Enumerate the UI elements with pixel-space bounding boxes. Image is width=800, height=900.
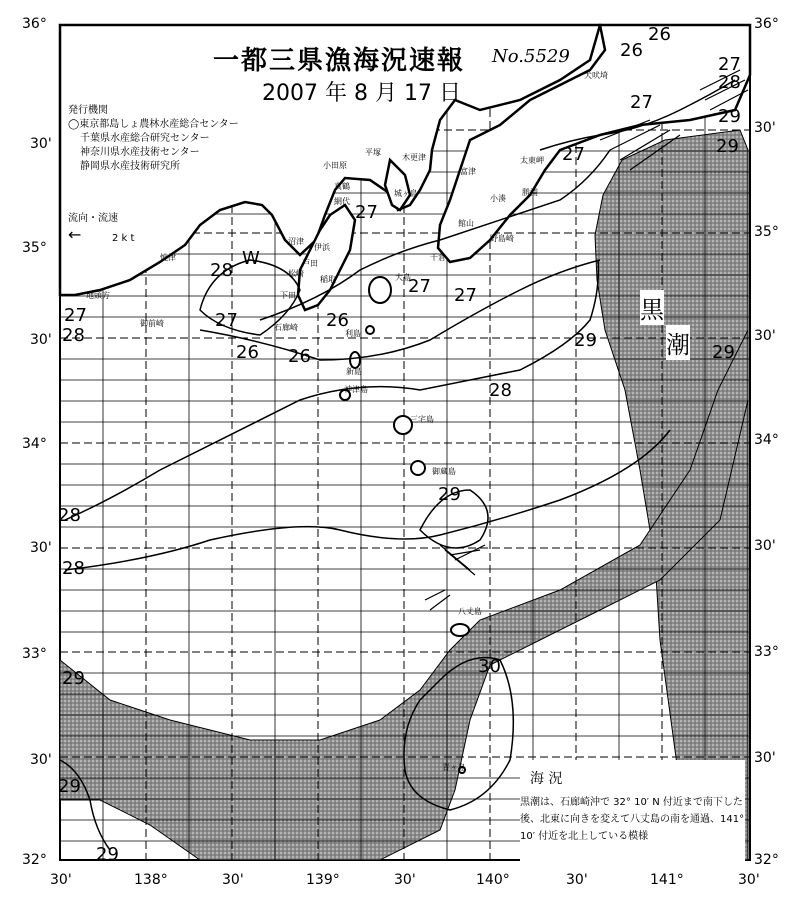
isotherm-label: 30 <box>478 656 501 677</box>
isotherm-label: 26 <box>326 310 349 331</box>
place-label: 地頭方 <box>86 291 110 300</box>
place-label: 富津 <box>460 167 476 176</box>
isotherm-label: 27 <box>408 276 431 297</box>
issuer-line: 神奈川県水産技術センター <box>80 147 200 158</box>
lat-tick-right: 30' <box>754 328 776 344</box>
lat-tick-right: 30' <box>754 538 776 554</box>
place-label: 平塚 <box>365 148 381 157</box>
place-label: 神津島 <box>344 385 368 394</box>
lat-tick-right: 30' <box>754 750 776 766</box>
place-label: 伊浜 <box>314 243 330 252</box>
lat-tick-left: 30' <box>30 332 52 348</box>
place-label: 城ヶ島 <box>394 189 418 198</box>
land-toshima <box>366 326 374 334</box>
lon-tick: 30' <box>394 872 416 888</box>
isotherm-label: 29 <box>712 342 735 363</box>
place-label: 石廊崎 <box>274 323 298 332</box>
place-label: 真鶴 <box>334 182 350 191</box>
isotherm-label: 26 <box>620 40 643 61</box>
isotherm-label: 28 <box>62 558 85 579</box>
place-label: 松崎 <box>288 269 304 278</box>
kuroshio-label: 黒 <box>640 290 664 325</box>
land-mikurajima <box>411 461 425 475</box>
place-label: 利島 <box>345 329 361 338</box>
lon-tick: 30' <box>222 872 244 888</box>
place-label: 新島 <box>346 367 362 376</box>
lat-tick-left: 33° <box>22 646 47 662</box>
issuer-line: 千葉県水産総合研究センター <box>80 133 210 144</box>
issuer-line: ◯東京都島しょ農林水産総合センター <box>68 119 239 130</box>
isotherm-label: 29 <box>716 136 739 157</box>
lat-tick-left: 32° <box>22 852 47 868</box>
isotherm-label: 29 <box>96 844 119 865</box>
place-label: 木更津 <box>402 153 426 162</box>
kuroshio-label: 潮 <box>666 325 690 360</box>
place-label: 千倉 <box>430 253 446 262</box>
place-label: 館山 <box>458 219 474 228</box>
place-label: 八丈島 <box>458 607 482 616</box>
isotherm-label: 27 <box>718 54 741 75</box>
isotherm-label: 28 <box>210 260 233 281</box>
issuers-label: 発行機関 <box>68 105 108 116</box>
isotherm-label: 28 <box>62 325 85 346</box>
lon-tick: 139° <box>306 872 340 888</box>
flow-legend-arrow: ← <box>68 225 82 244</box>
lon-tick: 141° <box>650 872 684 888</box>
place-label: 野島崎 <box>490 234 514 243</box>
place-label: 勝浦 <box>522 188 538 197</box>
lat-tick-left: 30' <box>30 752 52 768</box>
place-label: 小田原 <box>323 161 347 170</box>
issue-number: No.5529 <box>492 46 570 67</box>
lat-tick-left: 30' <box>30 136 52 152</box>
place-label: 青ヶ島 <box>442 763 466 772</box>
bulletin-title: 一都三県漁海況速報 <box>213 46 466 76</box>
isotherm-label: 29 <box>62 668 85 689</box>
sea-condition-legend <box>520 760 745 870</box>
lat-tick-right: 35° <box>754 224 779 240</box>
isotherm-label: 29 <box>438 484 461 505</box>
place-label: 御蔵島 <box>432 467 456 476</box>
place-label: 大島 <box>395 273 411 282</box>
lat-tick-right: 34° <box>754 432 779 448</box>
place-label: 小湊 <box>490 194 506 203</box>
isotherm-label: 27 <box>215 310 238 331</box>
land-oshima <box>369 277 391 303</box>
lat-tick-right: 32° <box>754 852 779 868</box>
isotherm-label: 28 <box>58 505 81 526</box>
isotherm-label: 26 <box>648 24 671 45</box>
lon-tick: 30' <box>50 872 72 888</box>
place-label: 犬吠埼 <box>584 71 608 80</box>
isotherm-label: 27 <box>64 305 87 326</box>
isotherm-label: 29 <box>58 776 81 797</box>
lat-tick-right: 30' <box>754 120 776 136</box>
isotherm-label: 29 <box>574 330 597 351</box>
place-label: 沼津 <box>288 237 304 246</box>
place-label: 焼津 <box>160 253 176 262</box>
place-label: 太東岬 <box>520 156 544 165</box>
place-label: 御前崎 <box>140 319 164 328</box>
legend-title: 海 況 <box>530 771 563 787</box>
lat-tick-left: 30' <box>30 540 52 556</box>
place-label: 稲取 <box>320 275 336 284</box>
lat-tick-right: 36° <box>754 16 779 32</box>
flow-legend-speed: 2 k t <box>112 233 135 244</box>
lon-tick: 140° <box>476 872 510 888</box>
legend-text: 黒潮は、石廊崎沖で 32° 10′ N 付近まで南下した後、北東に向きを変えて八丈島の南を通過、141° 10′ 付近を北上している模様 <box>520 797 745 842</box>
place-label: W <box>242 248 260 269</box>
isotherm-label: 27 <box>355 202 378 223</box>
bulletin-date: 2007 年 8 月 17 日 <box>262 81 461 106</box>
isotherm-label: 27 <box>630 92 653 113</box>
lat-tick-left: 35° <box>22 240 47 256</box>
isotherm-label: 28 <box>718 72 741 93</box>
lon-tick: 30' <box>566 872 588 888</box>
land-hachijojima <box>451 624 469 636</box>
lat-tick-left: 34° <box>22 436 47 452</box>
flow-legend-label: 流向・流速 <box>68 213 118 224</box>
isotherm-label: 28 <box>489 380 512 401</box>
lon-tick: 30' <box>738 872 760 888</box>
place-label: 下田 <box>280 291 296 300</box>
isotherm-label: 27 <box>562 144 585 165</box>
lat-tick-left: 36° <box>22 16 47 32</box>
isotherm-label: 29 <box>718 106 741 127</box>
place-label: 網代 <box>334 197 350 206</box>
issuer-line: 静岡県水産技術研究所 <box>80 161 180 172</box>
isotherm-label: 26 <box>288 346 311 367</box>
place-label: 三宅島 <box>410 415 434 424</box>
lat-tick-right: 33° <box>754 644 779 660</box>
isotherm-label: 27 <box>454 285 477 306</box>
lon-tick: 138° <box>134 872 168 888</box>
place-label: 戸田 <box>302 259 318 268</box>
isotherm-label: 26 <box>236 342 259 363</box>
